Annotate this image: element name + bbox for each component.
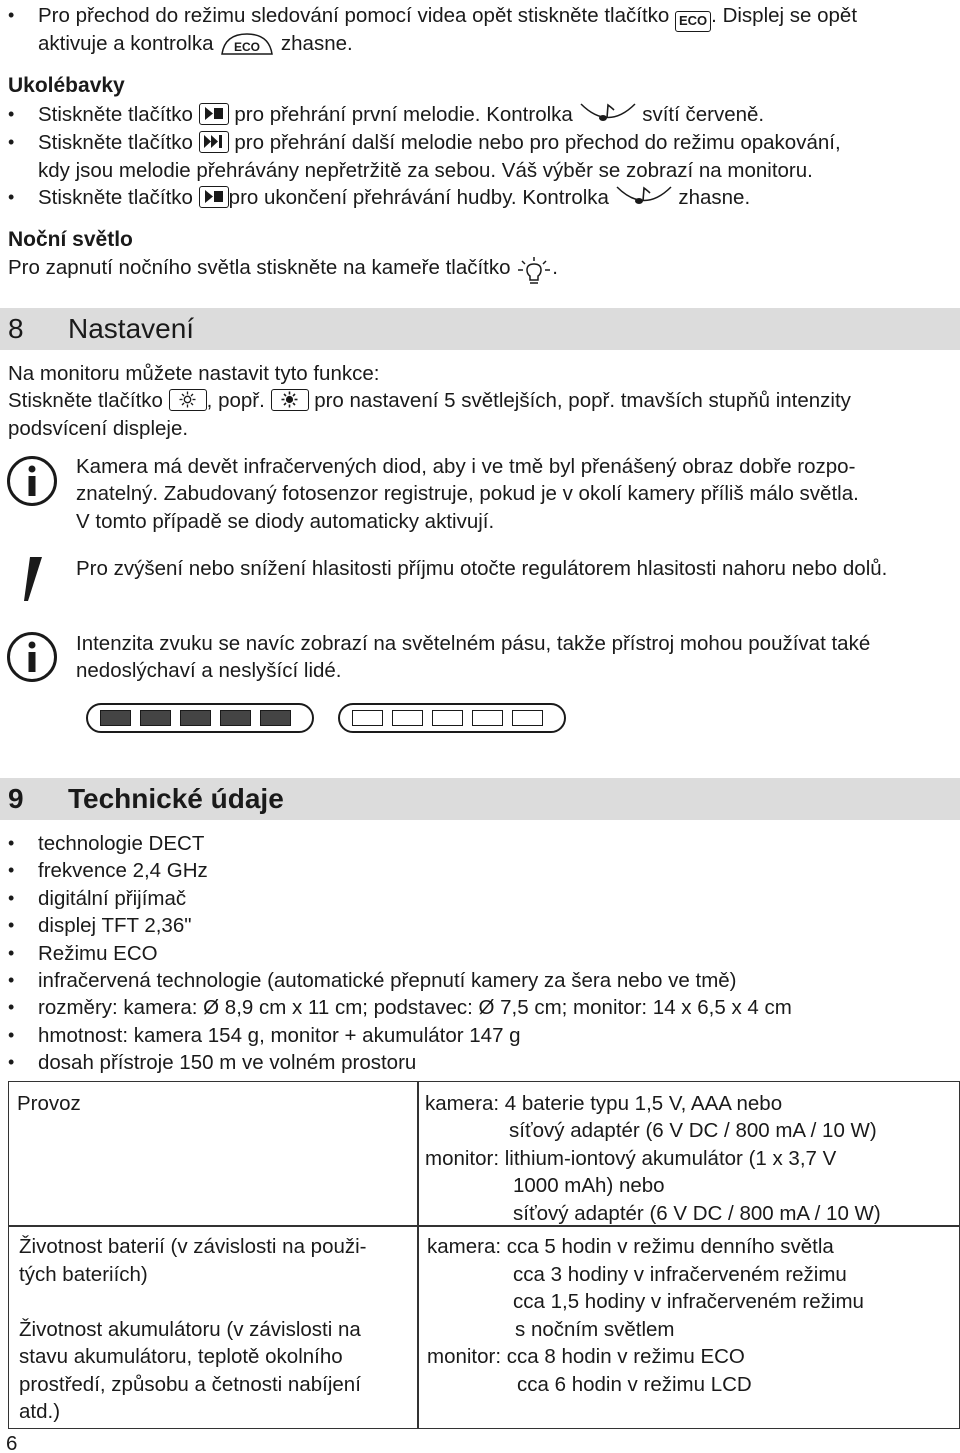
- lullaby-b1-text-a: Stiskněte tlačítko: [38, 103, 193, 126]
- section-8-intro: Na monitoru můžete nastavit tyto funkce:: [8, 362, 380, 385]
- lullaby-heading: Ukolébavky: [8, 74, 125, 97]
- intro-text-c: aktivuje a kontrolka: [38, 32, 214, 55]
- volume-segment: [260, 710, 291, 726]
- section-8-line3: podsvícení displeje.: [8, 417, 189, 440]
- volume-segment: [180, 710, 211, 726]
- list-item: • technologie DECT: [38, 830, 204, 857]
- volume-segment: [512, 710, 543, 726]
- warning-text: Pro zvýšení nebo snížení hlasitosti příjmu otočte regulátorem hlasitosti nahoru nebo dolů.: [76, 557, 888, 580]
- table-cell-operation: monitor: lithium-iontový akumulátor (1 x 3,7 V: [425, 1147, 837, 1170]
- list-item: • displej TFT 2,36": [38, 912, 192, 939]
- brightness-text-c: pro nastavení 5 světlejších, popř. tmavších stupňů intenzity: [314, 389, 851, 412]
- brightness-text-b: , popř.: [206, 389, 265, 412]
- lullaby-bullet-2: [38, 129, 841, 156]
- lullaby-b1-text-b: pro přehrání první melodie. Kontrolka: [234, 103, 573, 126]
- section-9-header: [0, 778, 960, 820]
- warning-icon: [20, 555, 44, 610]
- next-key-icon: [199, 131, 229, 153]
- table-cell-lifetime: cca 1,5 hodiny v infračerveném režimu: [513, 1290, 864, 1313]
- table-cell-lifetime-label: Životnost akumulátoru (v závislosti na: [19, 1318, 361, 1341]
- table-cell-operation-label: Provoz: [17, 1092, 81, 1115]
- note-2-line-1: Intenzita zvuku se navíc zobrazí na světelném pásu, takže přístroj mohou používat také: [76, 632, 871, 655]
- list-item: • infračervená technologie (automatické přepnutí kamery za šera nebo ve tmě): [38, 967, 737, 994]
- eco-lamp-icon: [219, 32, 275, 63]
- table-cell-lifetime-label: prostředí, způsobu a četnosti nabíjení: [19, 1373, 361, 1396]
- note-1-line-2: znatelný. Zabudovaný fotosenzor registruje, pokud je v okolí kamery příliš málo světla.: [76, 482, 859, 505]
- volume-bar-empty: [338, 703, 566, 733]
- lullaby-b1-text-c: svítí červeně.: [642, 103, 765, 126]
- brightness-down-key-icon: [169, 389, 207, 411]
- volume-segment: [472, 710, 503, 726]
- volume-bar-full: [86, 703, 314, 733]
- lullaby-b3-text-c: zhasne.: [678, 186, 751, 209]
- table-cell-operation: síťový adaptér (6 V DC / 800 mA / 10 W): [513, 1202, 881, 1225]
- section-9-title: Technické údaje: [68, 783, 284, 814]
- volume-segment: [140, 710, 171, 726]
- volume-segment: [432, 710, 463, 726]
- note-1-line-3: V tomto případě se diody automaticky aktivují.: [76, 510, 495, 533]
- table-cell-operation: 1000 mAh) nebo: [513, 1174, 665, 1197]
- table-cell-lifetime-label: tých bateriích): [19, 1263, 148, 1286]
- table-cell-lifetime: cca 6 hodin v režimu LCD: [517, 1373, 752, 1396]
- table-cell-lifetime: kamera: cca 5 hodin v režimu denního světla: [427, 1235, 834, 1258]
- section-8-header: [0, 308, 960, 350]
- table-column-divider: [417, 1082, 419, 1428]
- svg-text:ECO: ECO: [234, 40, 261, 54]
- table-cell-lifetime: s nočním světlem: [515, 1318, 675, 1341]
- lullaby-b2-line2: kdy jsou melodie přehrávány nepřetržitě za sebou. Váš výběr se zobrazí na monitoru.: [38, 159, 813, 182]
- nightlight-heading: Noční světlo: [8, 228, 133, 251]
- nightlight-text-b: .: [552, 256, 558, 279]
- table-cell-lifetime-label: Životnost baterií (v závislosti na použi-: [19, 1235, 367, 1258]
- play-stop-key-icon: [199, 186, 229, 208]
- intro-text-d: zhasne.: [280, 32, 353, 55]
- lullaby-b3-text-a: Stiskněte tlačítko: [38, 186, 193, 209]
- section-8-title: Nastavení: [68, 313, 195, 344]
- section-8-number: 8: [8, 313, 24, 344]
- list-item: • digitální přijímač: [38, 885, 186, 912]
- volume-segment: [392, 710, 423, 726]
- table-cell-operation: síťový adaptér (6 V DC / 800 mA / 10 W): [509, 1119, 877, 1142]
- nightlight-text: [8, 254, 558, 288]
- lullaby-b2-text-a: Stiskněte tlačítko: [38, 131, 193, 154]
- info-icon: [6, 631, 58, 688]
- list-item: • Režimu ECO: [38, 940, 158, 967]
- brightness-up-key-icon: [271, 389, 309, 411]
- lullaby-bullet-3: [38, 184, 750, 217]
- lullaby-b2-text-b: pro přehrání další melodie nebo pro přechod do režimu opakování,: [234, 131, 841, 154]
- list-item: • frekvence 2,4 GHz: [38, 857, 208, 884]
- table-cell-lifetime: monitor: cca 8 hodin v režimu ECO: [427, 1345, 745, 1368]
- section-8-brightness: [8, 387, 851, 414]
- intro-text-a: Pro přechod do režimu sledování pomocí videa opět stiskněte tlačítko: [38, 4, 670, 27]
- intro-text-b: . Displej se opět: [711, 4, 858, 27]
- info-icon: [6, 455, 58, 512]
- note-2-line-2: nedoslýchaví a neslyšící lidé.: [76, 659, 342, 682]
- tech-table: [8, 1081, 960, 1429]
- nightlight-text-a: Pro zapnutí nočního světla stiskněte na kameře tlačítko: [8, 256, 511, 279]
- eco-key-icon: ECO: [675, 11, 711, 32]
- brightness-text-a: Stiskněte tlačítko: [8, 389, 163, 412]
- intro-bullet: [38, 2, 857, 32]
- table-cell-operation: kamera: 4 baterie typu 1,5 V, AAA nebo: [425, 1092, 783, 1115]
- volume-segment: [220, 710, 251, 726]
- music-lamp-icon: [615, 184, 673, 217]
- intro-line2: [38, 30, 353, 63]
- page-number: 6: [6, 1432, 18, 1453]
- list-item: • rozměry: kamera: Ø 8,9 cm x 11 cm; podstavec: Ø 7,5 cm; monitor: 14 x 6,5 x 4 cm: [38, 994, 792, 1021]
- volume-segment: [100, 710, 131, 726]
- night-light-icon: [516, 256, 552, 288]
- table-cell-lifetime: cca 3 hodiny v infračerveném režimu: [513, 1263, 847, 1286]
- table-cell-lifetime-label: stavu akumulátoru, teplotě okolního: [19, 1345, 343, 1368]
- lullaby-b3-text-b: pro ukončení přehrávání hudby. Kontrolka: [228, 186, 609, 209]
- volume-segment: [352, 710, 383, 726]
- play-stop-key-icon: [199, 103, 229, 125]
- section-9-number: 9: [8, 783, 24, 814]
- list-item: • hmotnost: kamera 154 g, monitor + akumulátor 147 g: [38, 1022, 521, 1049]
- table-cell-lifetime-label: atd.): [19, 1400, 61, 1423]
- list-item: • dosah přístroje 150 m ve volném prostoru: [38, 1049, 416, 1076]
- note-1-line-1: Kamera má devět infračervených diod, aby i ve tmě byl přenášený obraz dobře rozpo-: [76, 455, 856, 478]
